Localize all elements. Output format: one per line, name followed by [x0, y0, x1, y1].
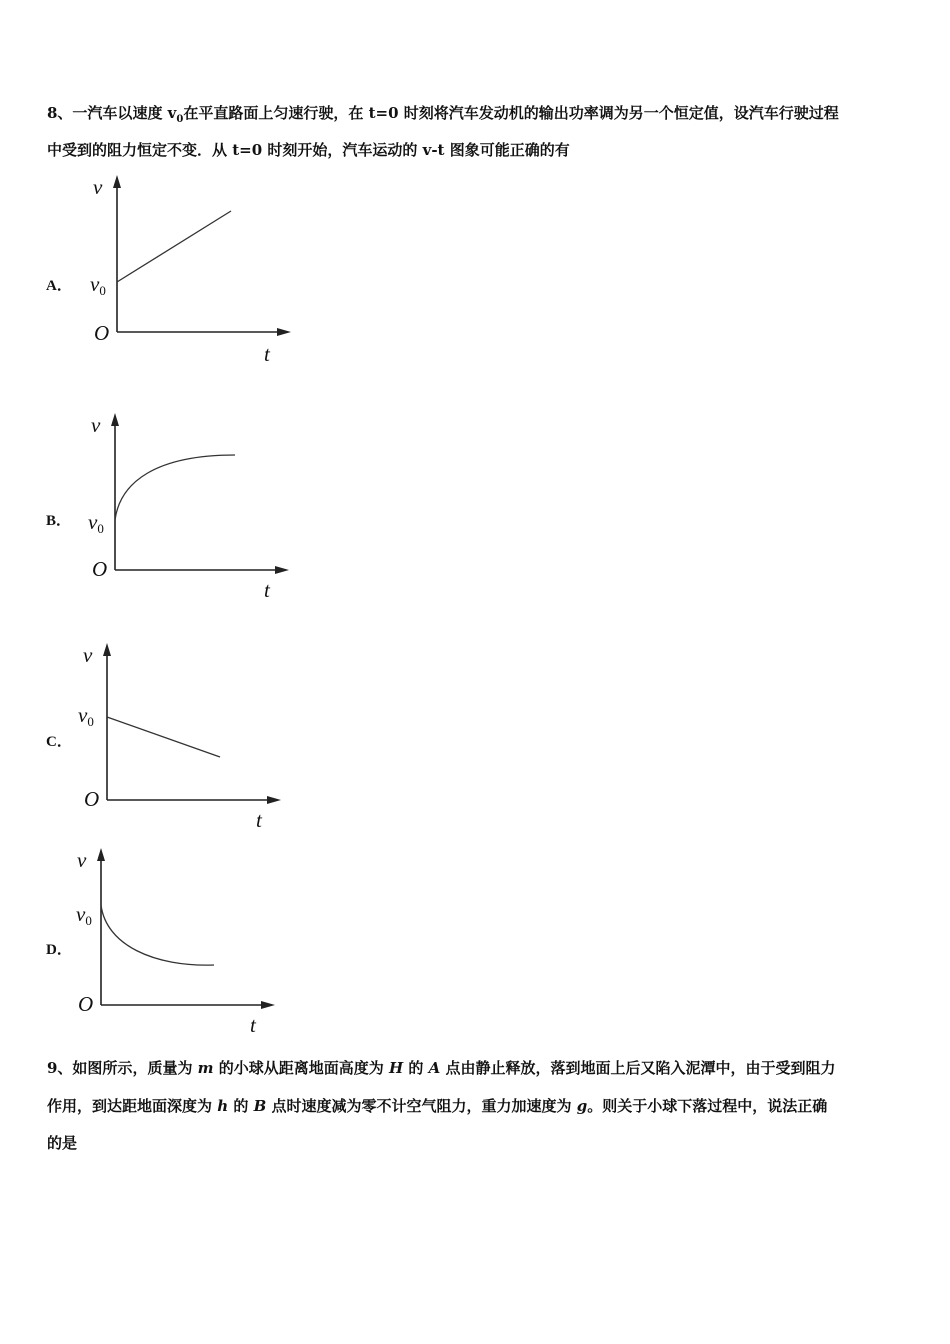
- graph-d: [64, 845, 284, 1040]
- axis-v-label: v: [83, 643, 93, 667]
- origin-label: O: [84, 787, 100, 811]
- option-d-label: D．: [46, 942, 72, 958]
- vt-curve-d: [101, 905, 214, 965]
- axis-t-label: t: [264, 342, 270, 366]
- v-axis-arrow: [103, 643, 111, 656]
- t-axis-arrow: [277, 328, 291, 336]
- t-axis-arrow: [267, 796, 281, 804]
- q8-line-1: 8、一汽车以速度 $v_0$在平直路面上匀速行驶，在 t=0 时刻将汽车发动机的输出功率调为另一个恒定值，设汽车行驶过程: [47, 104, 839, 125]
- v-axis-arrow: [111, 413, 119, 426]
- option-b-label: B．: [46, 513, 72, 529]
- vt-curve-a: [117, 211, 231, 282]
- axis-t-label: t: [256, 808, 262, 832]
- v-axis-arrow: [113, 175, 121, 188]
- graph-c: [70, 640, 290, 835]
- vt-curve-c: [107, 717, 220, 757]
- origin-label: O: [92, 557, 108, 581]
- graph-b: [78, 410, 298, 605]
- q9-line-2: 作用，到达距地面深度为 h 的 B 点时速度减为零不计空气阻力，重力加速度为 g。则关于小球下落过程中，说法正确: [47, 1097, 828, 1115]
- axis-v-label: v: [77, 848, 87, 872]
- axis-v-label: v: [93, 175, 103, 199]
- axis-t-label: t: [264, 578, 270, 602]
- q9-line-1: 9、如图所示，质量为 m 的小球从距离地面高度为 H 的 A 点由静止释放，落到地面上后又陷入泥潭中，由于受到阻力: [47, 1059, 836, 1077]
- axis-v-label: v: [91, 413, 101, 437]
- t-axis-arrow: [261, 1001, 275, 1009]
- vt-curve-b: [115, 455, 235, 520]
- v-axis-arrow: [97, 848, 105, 861]
- option-c-label: C．: [46, 734, 72, 750]
- origin-label: O: [94, 321, 110, 345]
- origin-label: O: [78, 992, 94, 1016]
- graph-a: [80, 172, 300, 367]
- v0-label: v0: [78, 703, 94, 729]
- q8-line-2: 中受到的阻力恒定不变．从 t=0 时刻开始，汽车运动的 v-t 图象可能正确的有: [47, 141, 570, 159]
- v0-label: v0: [76, 902, 92, 928]
- t-axis-arrow: [275, 566, 289, 574]
- v0-label: v0: [90, 272, 106, 298]
- axis-t-label: t: [250, 1013, 256, 1037]
- v0-label: v0: [88, 510, 104, 536]
- option-a-label: A．: [46, 278, 72, 294]
- q9-line-3: 的是: [47, 1134, 78, 1152]
